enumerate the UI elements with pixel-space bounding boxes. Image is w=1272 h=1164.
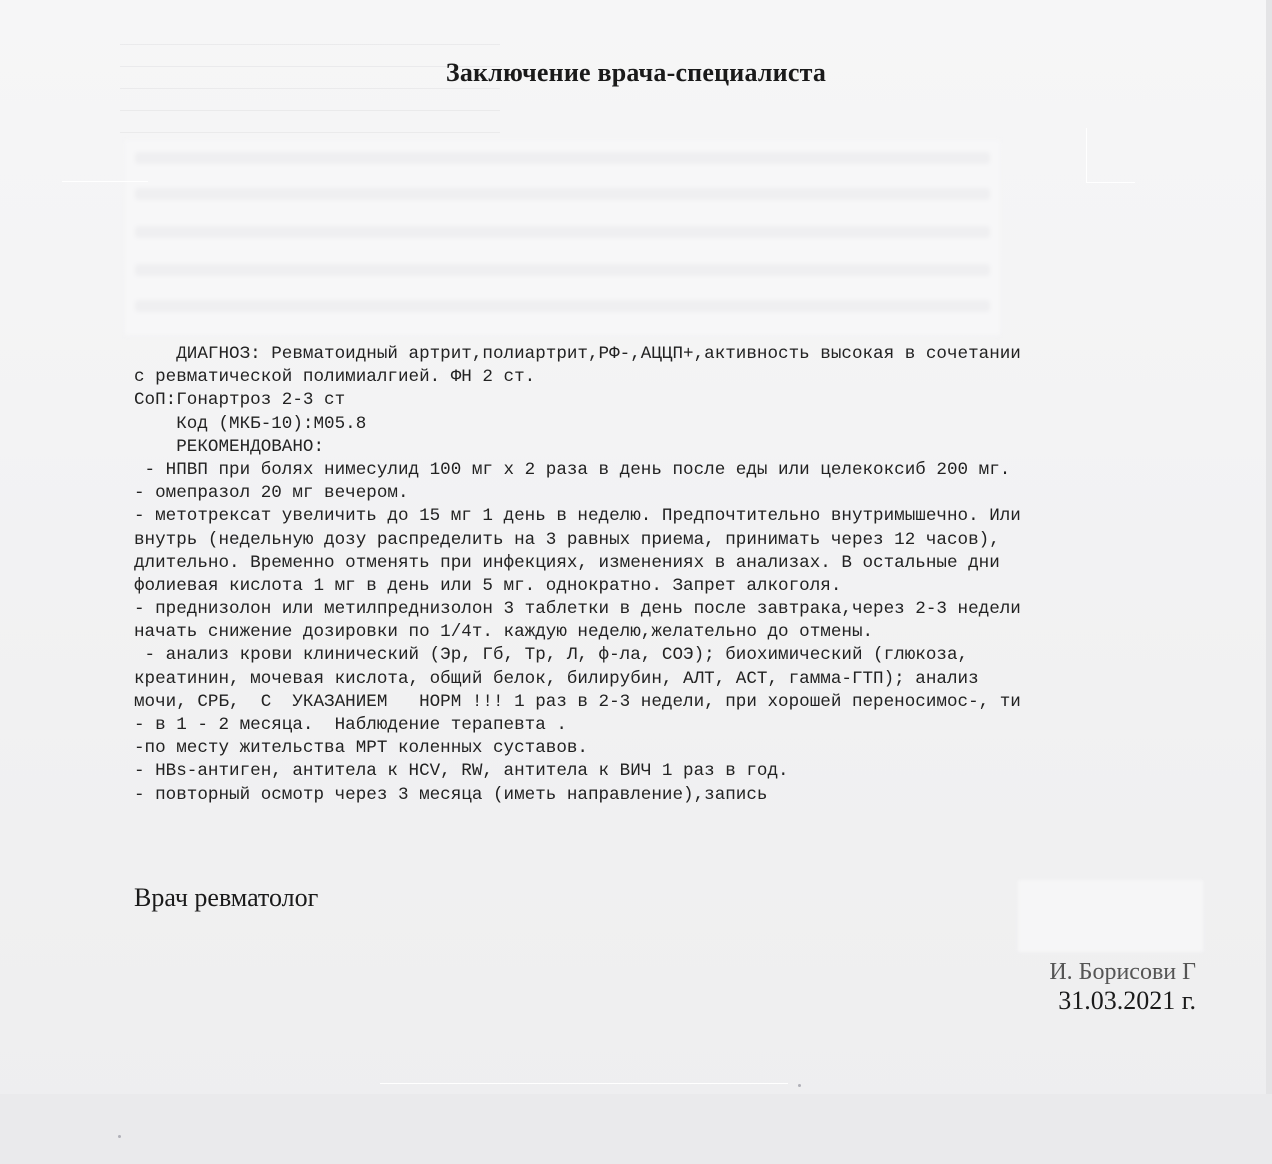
conclusion-line: СоП:Гонартроз 2-3 ст — [134, 390, 346, 411]
signature-name-fragment: И. Борисови Г — [1049, 959, 1196, 985]
scan-mark-line — [62, 181, 148, 182]
conclusion-line: РЕКОМЕНДОВАНО: — [134, 436, 325, 457]
signature-role: Врач ревматолог — [134, 883, 319, 912]
conclusion-line: с ревматической полимиалгией. ФН 2 ст. — [134, 367, 536, 388]
document-date: 31.03.2021 г. — [1058, 986, 1196, 1015]
conclusion-line: - омепразол 20 мг вечером. — [134, 483, 409, 504]
scan-corner-mark — [1086, 128, 1135, 183]
scan-edge-bottom — [0, 1094, 1272, 1164]
conclusion-line: - преднизолон или метилпреднизолон 3 таблетки в день после завтрака,через 2-3 недели — [134, 599, 1021, 620]
conclusion-line: фолиевая кислота 1 мг в день или 5 мг. однократно. Запрет алкоголя. — [134, 575, 842, 596]
conclusion-line: ДИАГНОЗ: Ревматоидный артрит,полиартрит,РФ-,АЦЦП+,активность высокая в сочетании — [134, 344, 1021, 364]
conclusion-line: -по месту жительства МРТ коленных суставов. — [134, 738, 588, 759]
redacted-patient-info — [125, 140, 1000, 335]
scan-speck — [798, 1084, 801, 1087]
scan-edge-right — [1266, 0, 1272, 1164]
conclusion-line: креатинин, мочевая кислота, общий белок, билирубин, АЛТ, АСТ, гамма-ГТП); анализ — [134, 668, 979, 689]
scan-speck — [118, 1135, 121, 1138]
conclusion-line: - повторный осмотр через 3 месяца (иметь направление),запись — [134, 784, 768, 805]
conclusion-line: - НПВП при болях нимесулид 100 мг х 2 раза в день после еды или целекоксиб 200 мг. — [134, 459, 1011, 480]
conclusion-line: Код (МКБ-10):М05.8 — [134, 413, 367, 434]
conclusion-line: - HBs-антиген, антитела к HCV, RW, антитела к ВИЧ 1 раз в год. — [134, 761, 789, 782]
scan-mark-line-bottom — [380, 1083, 788, 1084]
document-title: Заключение врача-специалиста — [445, 58, 827, 87]
conclusion-line: - анализ крови клинический (Эр, Гб, Тр, Л, ф-ла, СОЭ); биохимический (глюкоза, — [134, 645, 969, 666]
conclusion-body — [134, 343, 1214, 807]
conclusion-line: мочи, СРБ, С УКАЗАНИЕМ НОРМ !!! 1 раз в 2-3 недели, при хорошей переносимос-, ти — [134, 691, 1021, 712]
redacted-signature — [1018, 880, 1203, 952]
conclusion-line: внутрь (недельную дозу распределить на 3 равных приема, принимать через 12 часов), — [134, 529, 1000, 550]
conclusion-line: начать снижение дозировки по 1/4т. каждую неделю,желательно до отмены. — [134, 622, 874, 643]
conclusion-line: - в 1 - 2 месяца. Наблюдение терапевта . — [134, 715, 567, 735]
conclusion-line: длительно. Временно отменять при инфекциях, изменениях в анализах. В остальные дни — [134, 552, 1000, 573]
conclusion-line: - метотрексат увеличить до 15 мг 1 день в неделю. Предпочтительно внутримышечно. Или — [134, 506, 1021, 527]
